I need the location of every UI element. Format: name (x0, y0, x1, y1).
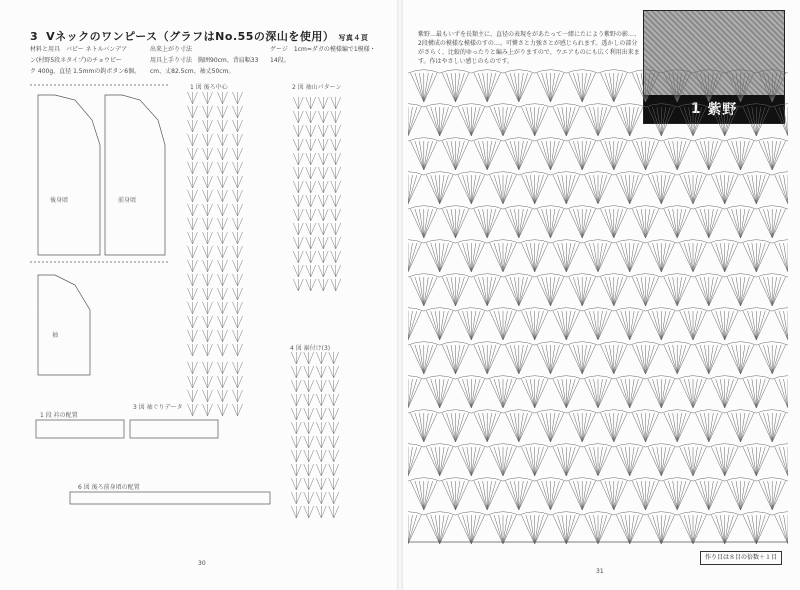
photo-reference: 写真４頁 (338, 34, 369, 42)
pattern-name: 紫野 (707, 102, 738, 118)
size-line: cm、丈82.5cm、袖丈50cm。 (150, 68, 235, 75)
materials-line: ン(村野5段ネタイプ)のチョウピー (30, 57, 122, 64)
gauge-line: 14段。 (270, 57, 290, 64)
front-body-piece (105, 95, 165, 255)
title-text: Vネックのワンピース（グラフはNo.55の深山を使用） (46, 30, 335, 43)
materials-line: ク 400g、直径 1.5mmの鈎ボタン6個。 (30, 68, 141, 75)
back-label: 後身頃 (50, 197, 69, 204)
section-number: 3 (30, 30, 39, 43)
cast-on-note: 作り目は８目の倍数＋１目 (700, 551, 782, 565)
diagram1-label: 1 図 後ろ中心 (190, 84, 228, 91)
size-line: 用具上手り寸法 胸囲90cm、背肩幅33 (150, 57, 259, 64)
diagram3-label: 3 図 袖ぐりデータ (133, 404, 183, 411)
strip-diagram (188, 362, 243, 416)
left-page (0, 0, 397, 590)
front-label: 前身頃 (118, 197, 137, 204)
strip-diagram (188, 92, 243, 356)
chart-stitches (408, 70, 788, 544)
strip-diagram (291, 352, 339, 518)
diagram2-label: 2 図 袖山パターン (292, 84, 342, 91)
sleeve-label: 袖 (52, 332, 59, 339)
collar-label: 1 段 衿の配置 (40, 412, 78, 419)
crochet-chart (408, 68, 788, 544)
sleeve-piece (38, 275, 90, 375)
materials-line: 材料と用具 バピー ネトルバンデア (30, 46, 128, 53)
right-page-number: 31 (596, 568, 604, 575)
crochet-chart-svg (408, 68, 788, 544)
back-body-piece (38, 95, 100, 255)
pattern-number: 1 (690, 101, 702, 117)
size-line: 出来上がり寸法 (150, 46, 193, 53)
diagram6-label: 6 図 後ろ前身頃の配置 (78, 484, 140, 491)
pattern-description: 紫野…最もいずを長類主に、直径の表現をがあたって一緒にたによう紫野の影…、2段構成の模様な模様のすの…。可憐さと力強さとが感じられます。透かしの部分がさらく、比較的ゆったりと編み上がりますので、ウエアものにも広く利用出来ます。作はやさしい感じのものです。 (418, 31, 641, 65)
strip-diagram (293, 97, 341, 291)
gauge-line: ゲージ 1cm=ダガの模様編で1模様・ (270, 46, 376, 53)
left-page-number: 30 (198, 560, 206, 567)
diagram4-label: 4 図 裾付け(3) (290, 345, 331, 352)
